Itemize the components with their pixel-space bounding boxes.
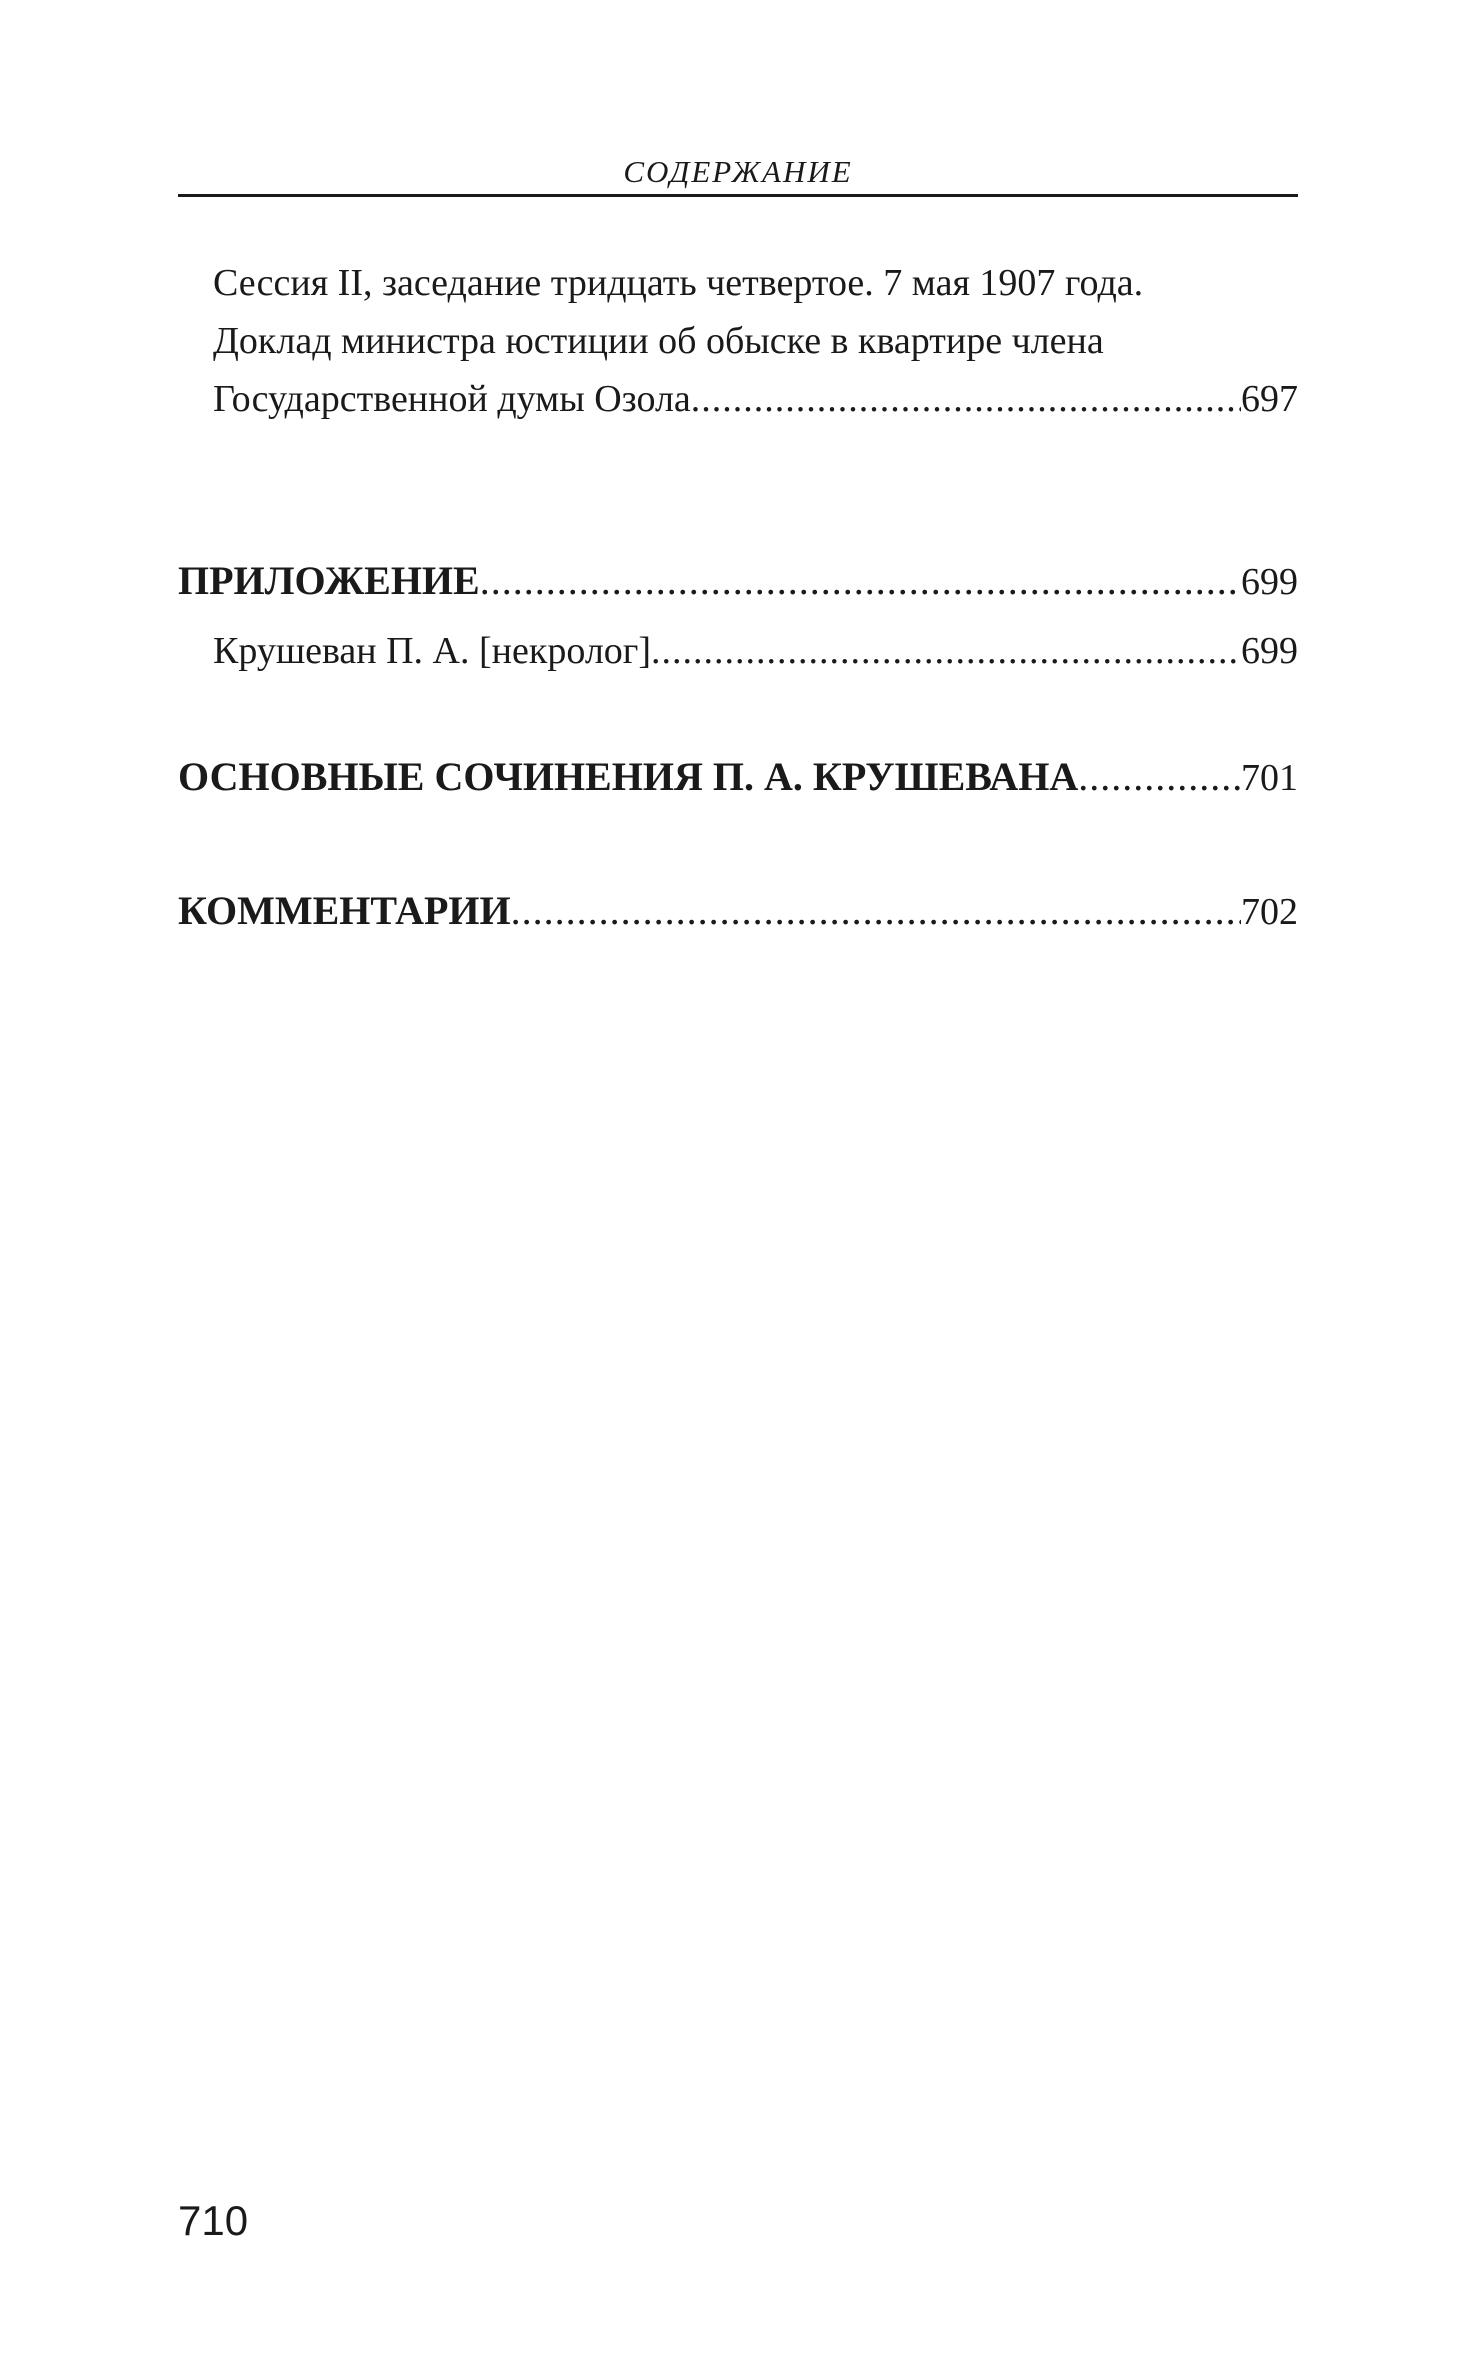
page-number: 710 [178,2197,249,2244]
toc-entry-leader-line [178,882,1298,941]
toc-entry-title: ПРИЛОЖЕНИЕ [178,558,480,603]
running-head: СОДЕРЖАНИЕ [623,154,853,189]
running-head-rule [178,194,1298,197]
dot-leader [511,882,1241,940]
toc-entry-page-number: 701 [1241,757,1298,799]
toc-entry-leader-line [178,748,1298,807]
dot-leader [691,370,1241,428]
toc-entry-title: КОММЕНТАРИИ [178,888,511,933]
toc-entry-page-number: 697 [1241,378,1298,420]
toc-entry-session-34 [213,254,1298,428]
toc-entry-page-number: 699 [1241,561,1298,603]
toc-entry-page-number: 699 [1241,630,1298,672]
toc-entry-page-number: 702 [1241,891,1298,933]
toc-entry-leader-line [213,370,1298,428]
dot-leader [651,622,1241,680]
toc-entry-appendix [178,552,1298,611]
dot-leader [480,552,1241,610]
toc-entry-title: Государственной думы Озола [213,378,691,420]
toc-entry-title: ОСНОВНЫЕ СОЧИНЕНИЯ П. А. КРУШЕВАНА [178,754,1079,799]
toc-entry-text-line: Сессия II, заседание тридцать четвертое. 7 мая 1907 года. [213,262,1144,304]
toc-entry-leader-line [178,552,1298,611]
dot-leader [1078,748,1241,806]
toc-entry-commentary [178,882,1298,941]
toc-entry-obituary [213,622,1298,680]
toc-entry-leader-line [213,622,1298,680]
toc-entry-text-line: Доклад министра юстиции об обыске в квартире члена [213,320,1104,362]
toc-entry-main-works [178,748,1298,807]
toc-entry-title: Крушеван П. А. [некролог] [213,630,652,672]
